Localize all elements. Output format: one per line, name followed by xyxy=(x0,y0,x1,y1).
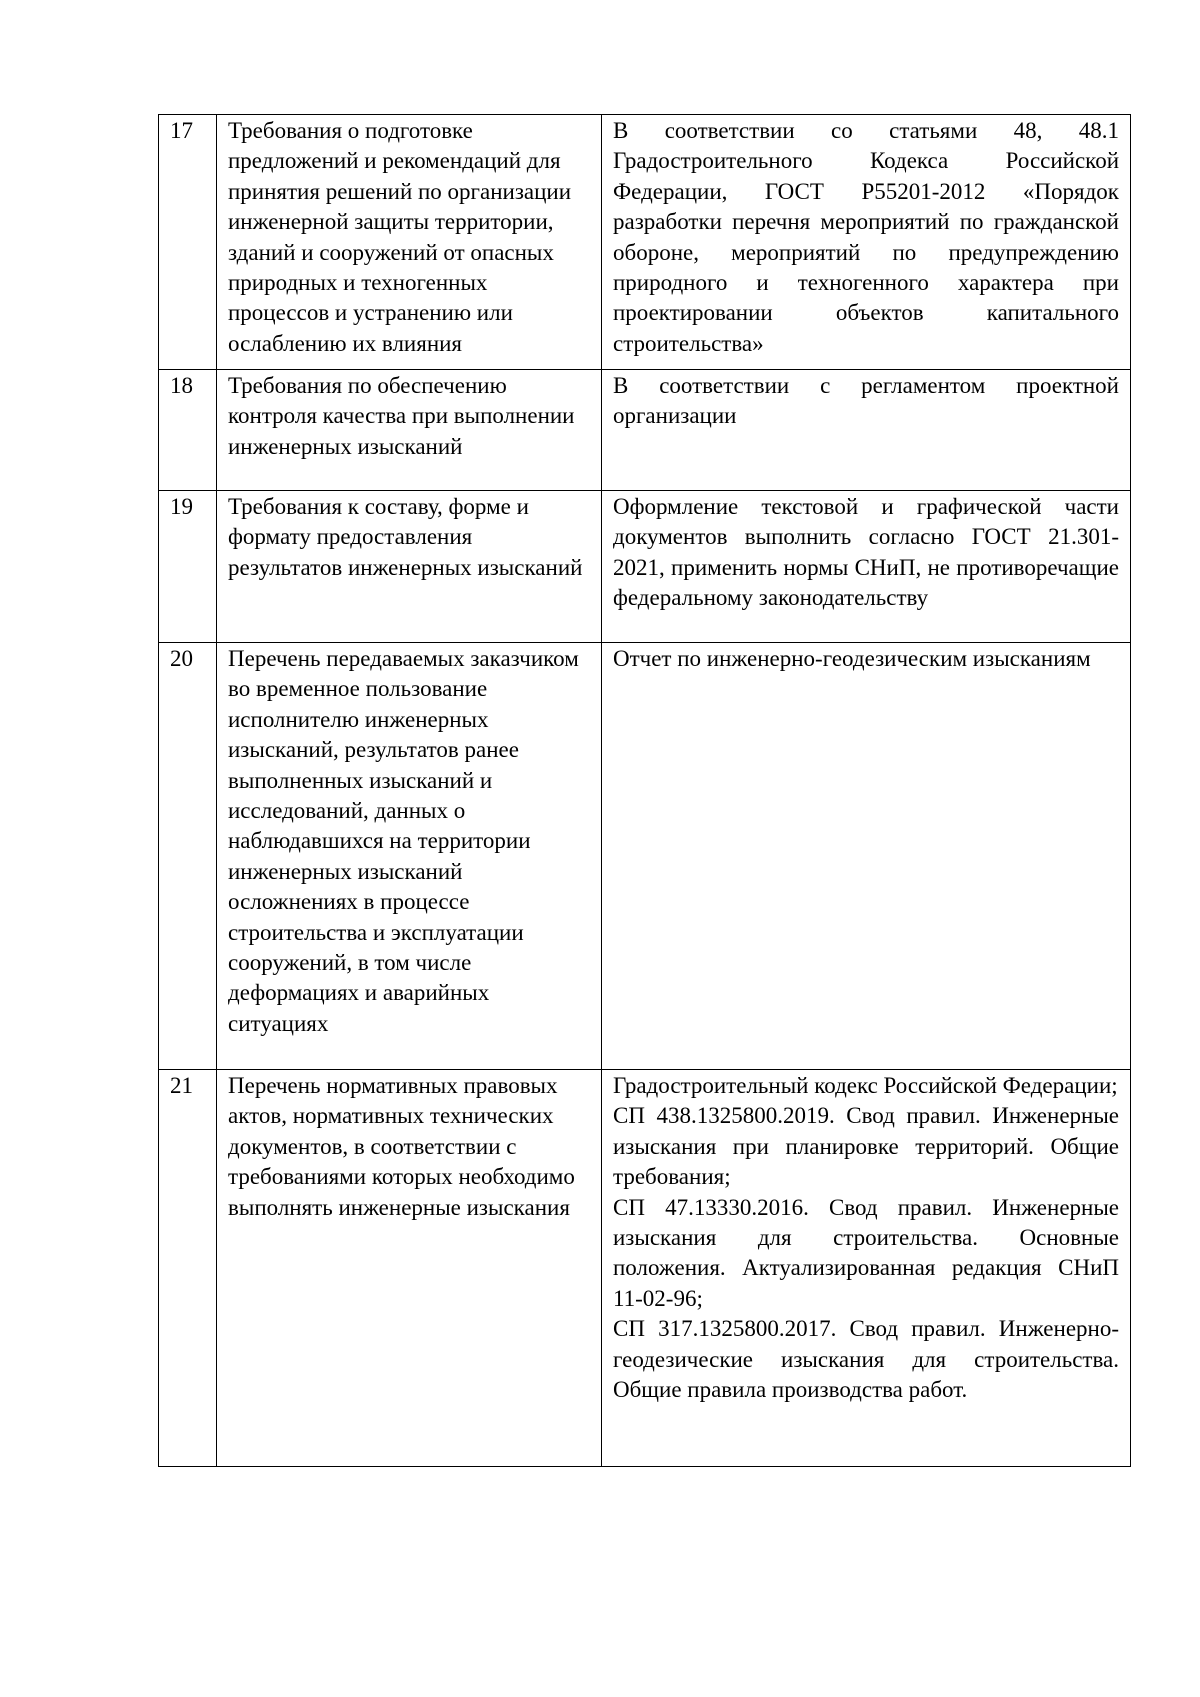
value-text: Градостроительный кодекс Российской Федерации; xyxy=(613,1073,1118,1098)
value-text: СП 438.1325800.2019. Свод правил. Инженерные изыскания при планировке территорий. Общие требования; xyxy=(613,1103,1119,1190)
table-row xyxy=(159,370,1131,491)
row-number: 19 xyxy=(159,491,217,643)
value-text: Отчет по инженерно-геодезическим изысканиям xyxy=(613,646,1091,671)
row-number: 21 xyxy=(159,1070,217,1467)
value-text: В соответствии с регламентом проектной организации xyxy=(613,373,1119,429)
row-number: 18 xyxy=(159,370,217,491)
value-text: В соответствии со статьями 48, 48.1 Градостроительного Кодекса Российской Федерации, ГОСТ Р55201-2012 «Порядок разработки перечня мероприятий по гражданской обороне, мероприятий по предупреждению природного и техногенного характера при проектировании объектов капитального строительства» xyxy=(613,118,1119,356)
table-row xyxy=(159,1070,1131,1467)
table-row xyxy=(159,115,1131,370)
value-text: Оформление текстовой и графической части документов выполнить согласно ГОСТ 21.301-2021, применить нормы СНиП, не противоречащие федеральному законодательству xyxy=(613,494,1119,611)
row-number: 20 xyxy=(159,643,217,1070)
requirement-text: Требования о подготовке предложений и рекомендаций для принятия решений по организации инженерной защиты территории, зданий и сооружений от опасных природных и техногенных процессов и устранению или ослаблению их влияния xyxy=(217,115,602,370)
value-text: СП 317.1325800.2017. Свод правил. Инженерно-геодезические изыскания для строительства. Общие правила производства работ. xyxy=(613,1316,1119,1403)
table-row xyxy=(159,643,1131,1070)
value-cell xyxy=(602,370,1131,491)
requirements-table xyxy=(158,114,1131,1467)
requirement-text: Требования по обеспечению контроля качества при выполнении инженерных изысканий xyxy=(217,370,602,491)
requirement-text: Перечень передаваемых заказчиком во временное пользование исполнителю инженерных изысканий, результатов ранее выполненных изысканий и исследований, данных о наблюдавшихся на территории инженерных изысканий осложнениях в процессе строительства и эксплуатации сооружений, в том числе деформациях и аварийных ситуациях xyxy=(217,643,602,1070)
value-text: СП 47.13330.2016. Свод правил. Инженерные изыскания для строительства. Основные положения. Актуализированная редакция СНиП 11-02-96; xyxy=(613,1194,1119,1311)
value-cell xyxy=(602,115,1131,370)
requirement-text: Перечень нормативных правовых актов, нормативных технических документов, в соответствии с требованиями которых необходимо выполнять инженерные изыскания xyxy=(217,1070,602,1467)
value-cell xyxy=(602,1070,1131,1467)
value-cell xyxy=(602,491,1131,643)
table-row xyxy=(159,491,1131,643)
requirement-text: Требования к составу, форме и формату предоставления результатов инженерных изысканий xyxy=(217,491,602,643)
value-cell xyxy=(602,643,1131,1070)
row-number: 17 xyxy=(159,115,217,370)
